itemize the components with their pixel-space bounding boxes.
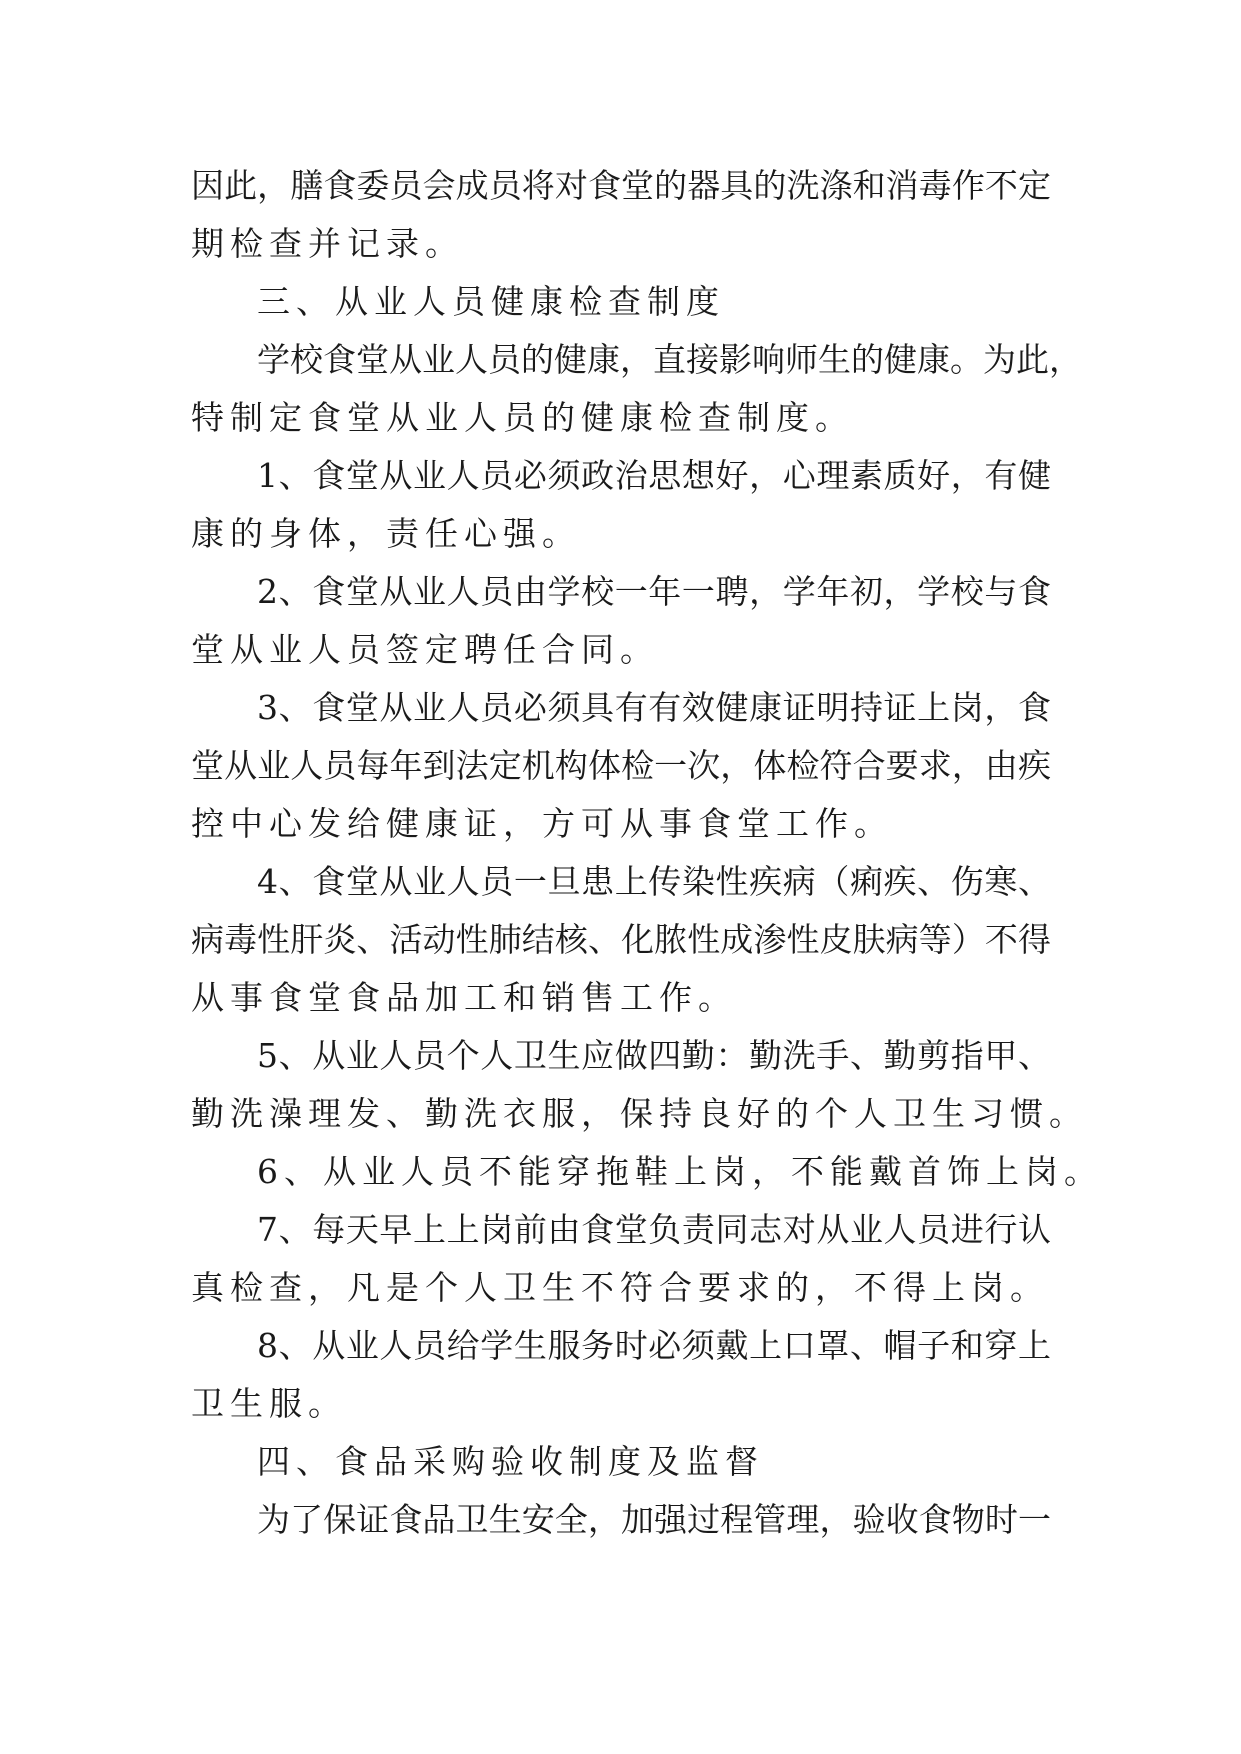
text-line: 控中心发给健康证，方可从事食堂工作。 bbox=[191, 804, 893, 843]
text-line: 勤洗澡理发、勤洗衣服，保持良好的个人卫生习惯。 bbox=[191, 1094, 1088, 1133]
text-line: 真检查，凡是个人卫生不符合要求的，不得上岗。 bbox=[191, 1268, 1049, 1307]
list-item: 8、从业人员给学生服务时必须戴上口罩、帽子和穿上 bbox=[257, 1326, 1051, 1365]
text-line: 堂从业人员签定聘任合同。 bbox=[191, 630, 659, 669]
list-item: 1、食堂从业人员必须政治思想好，心理素质好，有健 bbox=[257, 456, 1051, 495]
text-line: 堂从业人员每年到法定机构体检一次，体检符合要求，由疾 bbox=[191, 746, 1051, 785]
text-line: 特制定食堂从业人员的健康检查制度。 bbox=[191, 398, 854, 437]
text-line: 卫生服。 bbox=[191, 1384, 347, 1423]
text-line: 学校食堂从业人员的健康，直接影响师生的健康。为此， bbox=[257, 340, 1082, 379]
text-line: 从事食堂食品加工和销售工作。 bbox=[191, 978, 737, 1017]
section-heading: 四、食品采购验收制度及监督 bbox=[257, 1442, 764, 1481]
list-item: 7、每天早上上岗前由食堂负责同志对从业人员进行认 bbox=[257, 1210, 1051, 1249]
text-line: 病毒性肝炎、活动性肺结核、化脓性成渗性皮肤病等）不得 bbox=[191, 920, 1051, 959]
list-item: 5、从业人员个人卫生应做四勤：勤洗手、勤剪指甲、 bbox=[257, 1036, 1051, 1075]
text-line: 为了保证食品卫生安全，加强过程管理，验收食物时一 bbox=[257, 1500, 1051, 1539]
section-heading: 三、从业人员健康检查制度 bbox=[257, 282, 725, 321]
text-line: 期检查并记录。 bbox=[191, 224, 464, 263]
text-line: 因此，膳食委员会成员将对食堂的器具的洗涤和消毒作不定 bbox=[191, 166, 1051, 205]
text-line: 康的身体，责任心强。 bbox=[191, 514, 581, 553]
list-item: 4、食堂从业人员一旦患上传染性疾病（痢疾、伤寒、 bbox=[257, 862, 1051, 901]
list-item: 2、食堂从业人员由学校一年一聘，学年初，学校与食 bbox=[257, 572, 1051, 611]
list-item: 3、食堂从业人员必须具有有效健康证明持证上岗，食 bbox=[257, 688, 1051, 727]
list-item: 6、从业人员不能穿拖鞋上岗，不能戴首饰上岗。 bbox=[257, 1152, 1103, 1191]
